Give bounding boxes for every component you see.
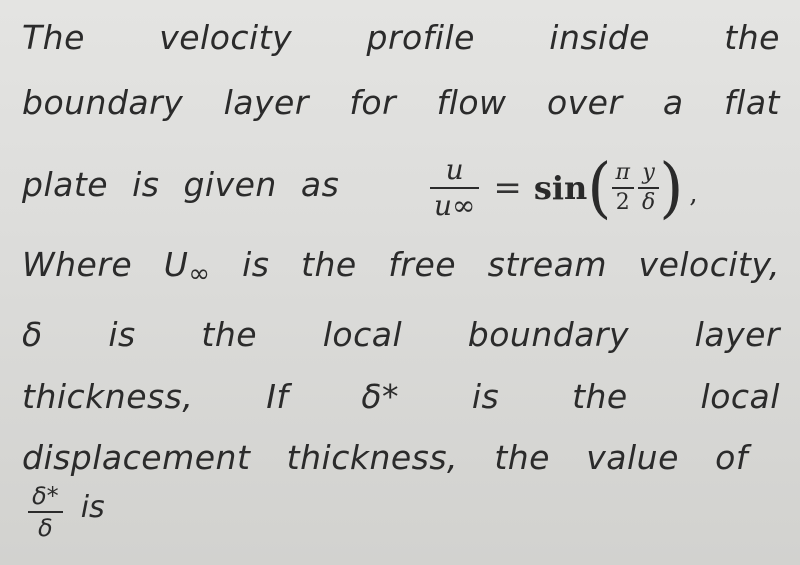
word: is [471, 377, 500, 416]
word: inside [549, 18, 650, 57]
text-line-4 [22, 245, 780, 289]
pi-over-2-fraction [612, 162, 634, 214]
fraction-bar [28, 511, 63, 513]
word: thickness, [286, 438, 459, 477]
word: local [700, 377, 780, 416]
word: boundary [22, 83, 184, 122]
word: stream [487, 245, 607, 284]
word: flow [436, 83, 507, 122]
word: The [22, 18, 85, 57]
word: the [301, 245, 357, 284]
word: as [300, 165, 340, 204]
word: δ* [361, 377, 400, 416]
word: local [322, 315, 403, 354]
word: is [80, 490, 105, 526]
word: flat [724, 83, 780, 122]
word: of [715, 438, 748, 477]
word: a [662, 83, 684, 122]
word: δ [22, 315, 43, 354]
word: If [266, 377, 289, 416]
fraction-numerator: π [615, 160, 630, 185]
fraction-denominator: 2 [615, 190, 630, 215]
fraction-denominator: u∞ [434, 189, 476, 222]
word: free [388, 245, 457, 284]
fraction-numerator: y [642, 160, 655, 185]
u-infinity-symbol [163, 245, 211, 289]
fraction-bar [612, 187, 634, 189]
word: value [586, 438, 679, 477]
word: for [349, 83, 397, 122]
text-line-8 [28, 484, 105, 540]
text-line-5 [22, 315, 780, 354]
u-letter: U [163, 245, 189, 284]
text-line-1 [22, 18, 780, 57]
word: velocity [159, 18, 293, 57]
word: profile [366, 18, 475, 57]
word: layer [694, 315, 780, 354]
velocity-profile-equation [430, 148, 698, 228]
word: layer [223, 83, 309, 122]
fraction-denominator: δ [38, 513, 53, 542]
text-line-2 [22, 83, 780, 122]
word: the [201, 315, 258, 354]
equals-sign: = [493, 168, 522, 208]
text-line-3 [22, 165, 339, 204]
word: the [494, 438, 550, 477]
word: boundary [467, 315, 630, 354]
open-paren: ( [587, 149, 612, 226]
close-paren: ) [659, 149, 684, 226]
word: Where [22, 245, 133, 284]
fraction-numerator: u [445, 153, 464, 186]
velocity-ratio-fraction [430, 153, 479, 222]
word: velocity, [638, 245, 780, 284]
y-over-delta-fraction [638, 162, 659, 214]
word: given [183, 165, 277, 204]
word: thickness, [22, 377, 194, 416]
trailing-comma: , [689, 179, 698, 209]
fraction-bar [638, 187, 659, 189]
word: displacement [22, 438, 251, 477]
word: the [572, 377, 628, 416]
sin-function: sin [533, 169, 588, 207]
fraction-numerator: δ* [32, 482, 59, 510]
fraction-denominator: δ [641, 190, 656, 215]
word: the [724, 18, 780, 57]
word: over [546, 83, 623, 122]
word: is [108, 315, 136, 354]
word: plate [22, 165, 109, 204]
delta-star-over-delta-fraction [28, 484, 63, 540]
text-line-7 [22, 438, 748, 477]
infinity-subscript: ∞ [188, 259, 211, 289]
word: is [242, 245, 270, 284]
text-line-6 [22, 377, 780, 416]
word: is [132, 165, 160, 204]
